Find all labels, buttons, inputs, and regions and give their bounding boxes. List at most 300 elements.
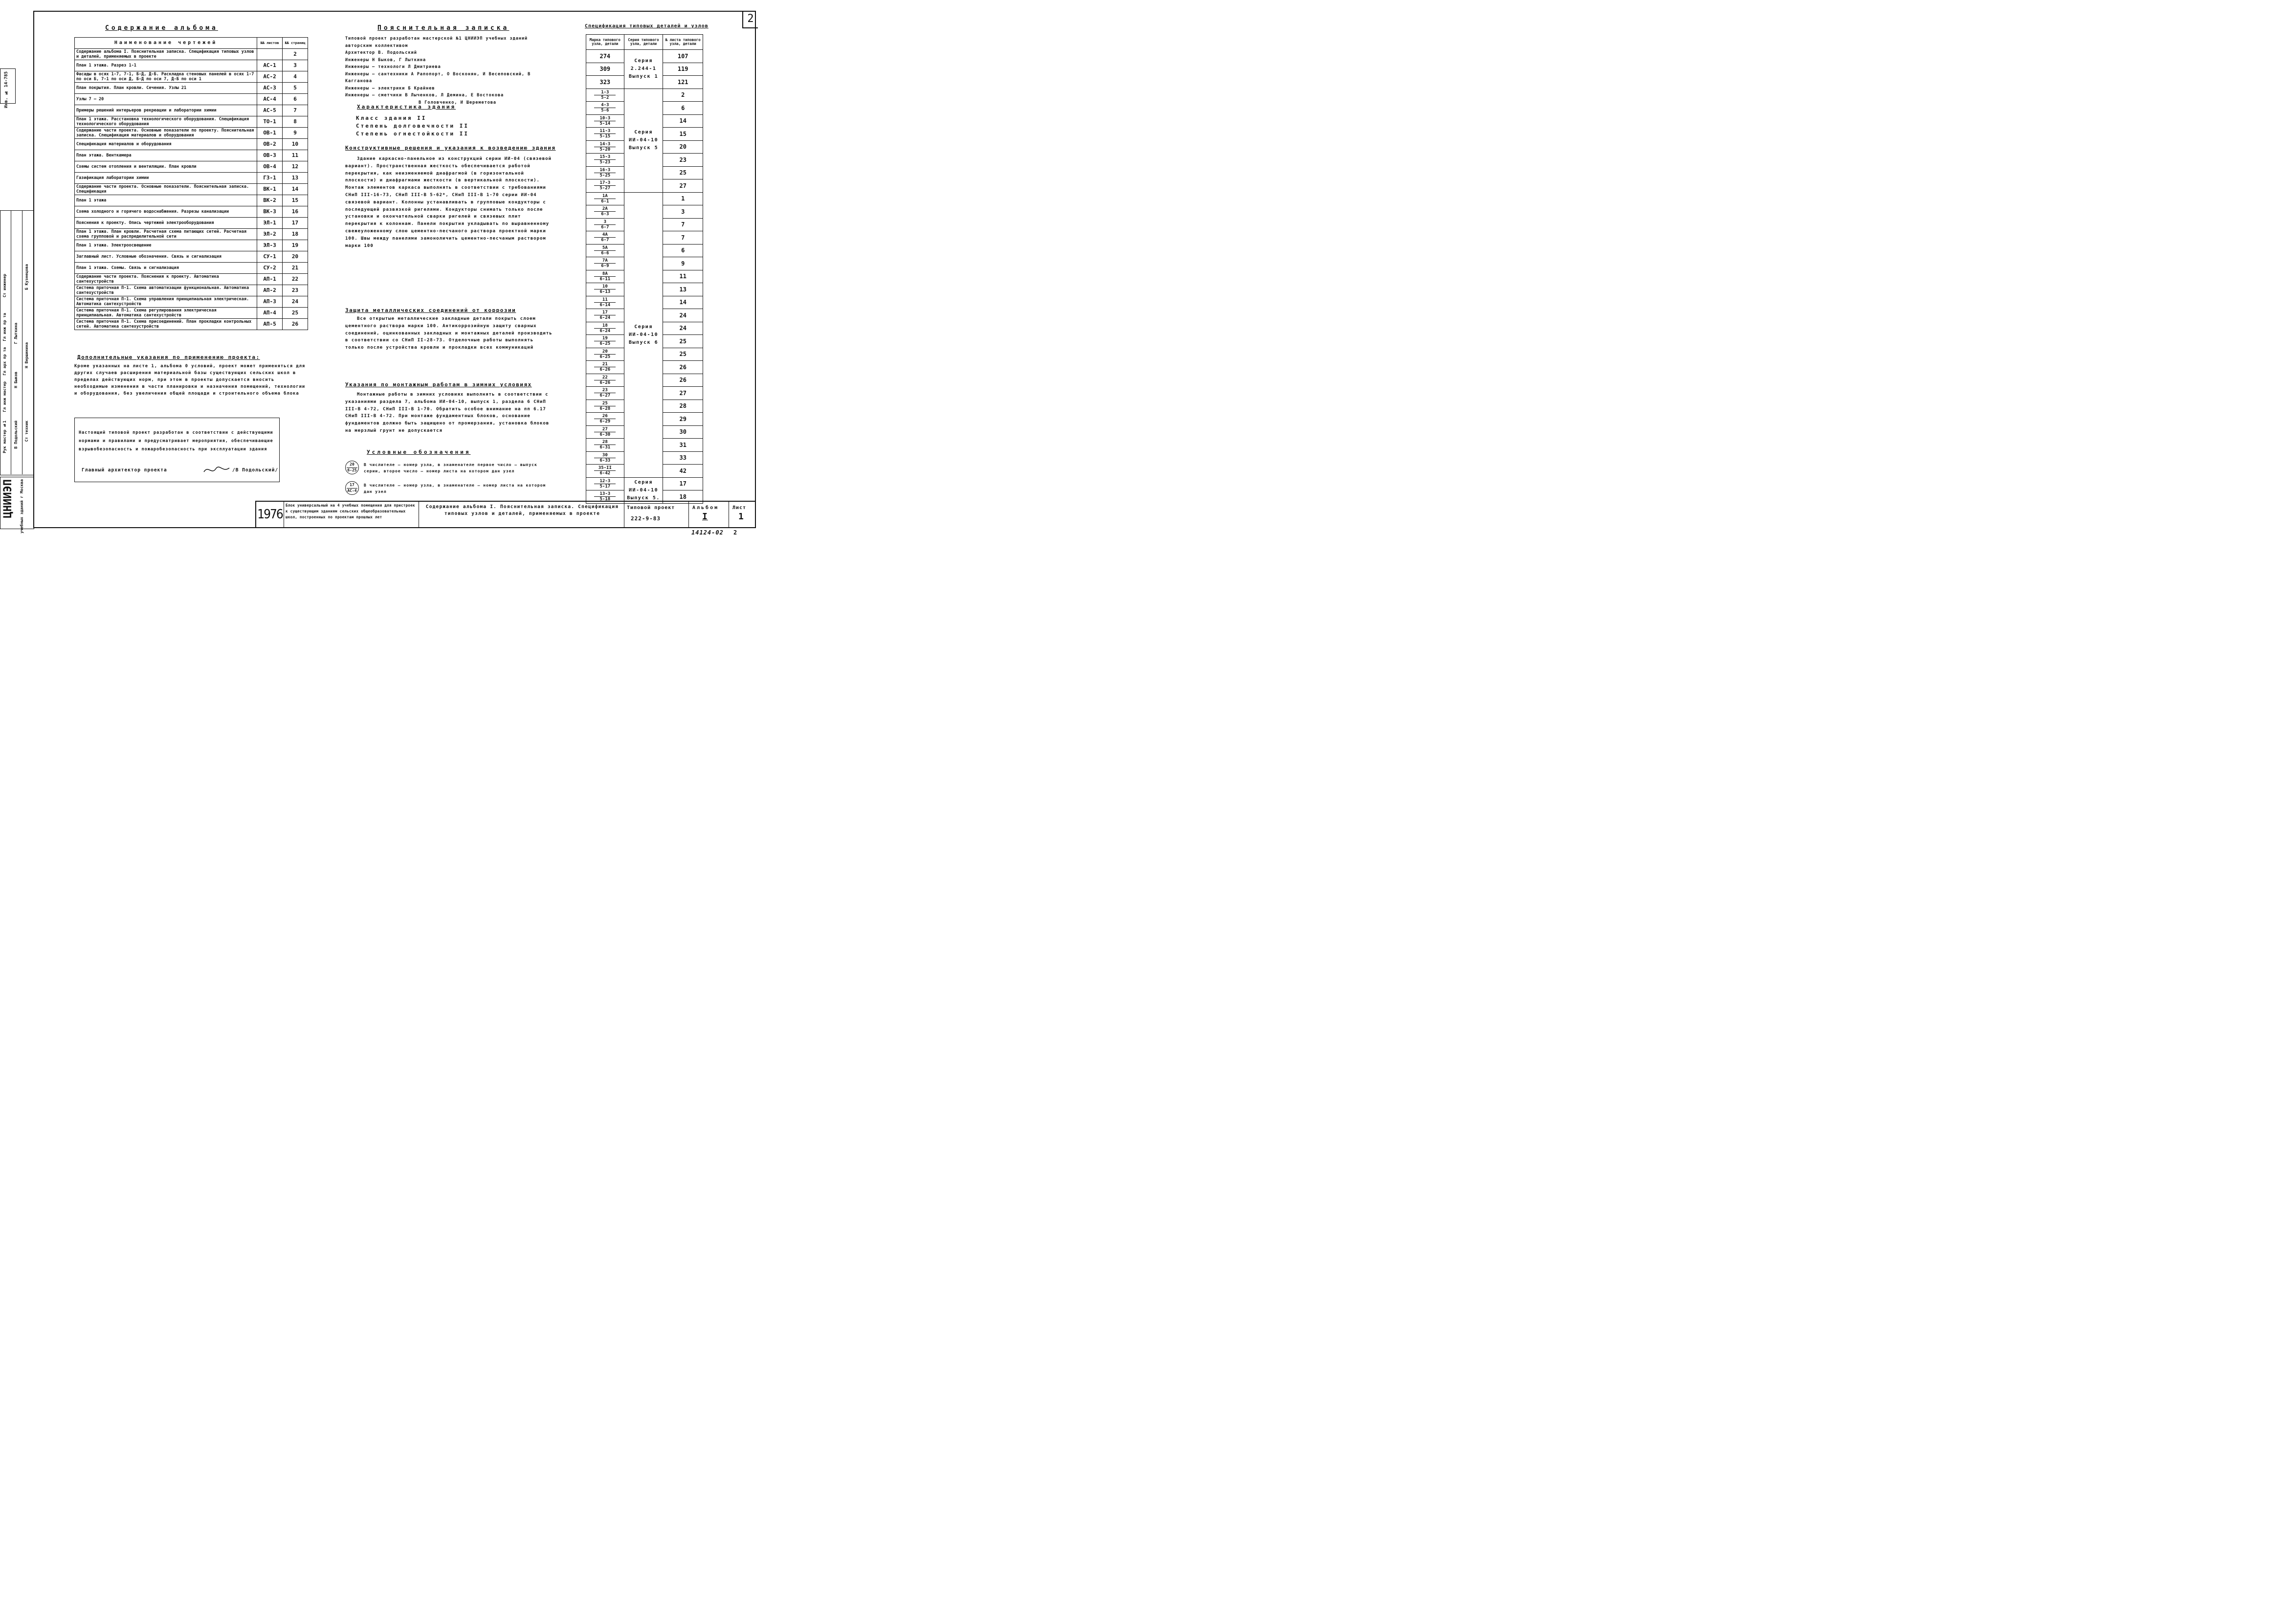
spec-cell-sheet: 30 (663, 425, 703, 439)
contents-cell-name: Фасады в осях 1-7, 7-1, Б-Д, Д-Б. Раскладка стеновых панелей в осях 1-7 по оси Б, 7-1 по оси Д, Б-Д по оси 7, Д-Б по оси 1 (75, 71, 257, 83)
section-title-winter: Указания по монтажным работам в зимних условиях (345, 381, 532, 388)
spec-cell-mark (586, 335, 624, 348)
stamp-name-1: В Подольский (14, 421, 18, 449)
spec-mark-fraction (594, 232, 616, 243)
spec-mark-node: 10-3 (594, 116, 616, 121)
left-stamp (0, 68, 33, 534)
spec-mark-sheet: 6-26 (599, 367, 611, 373)
spec-mark-sheet: 6-9 (601, 264, 609, 269)
spec-mark-node: 4-3 (594, 103, 616, 108)
spec-mark-node: 1-3 (594, 90, 616, 95)
contents-row (75, 139, 308, 150)
spec-cell-mark (586, 309, 624, 322)
contents-cell-name: План 1 этажа. Разрез 1-1 (75, 60, 257, 71)
spec-mark-node: 17-3 (594, 180, 616, 186)
spec-cell-series: Серия ИИ-04-10 Выпуск 5 (624, 89, 663, 192)
spec-mark-sheet: 6-3 (601, 212, 609, 217)
title-year: 1976 (256, 502, 284, 527)
spec-mark-sheet: 6-25 (599, 354, 611, 359)
contents-cell-page: 19 (283, 240, 308, 251)
spec-mark-node: 4А (594, 232, 616, 238)
spec-mark-sheet: 5-18 (599, 497, 611, 502)
contents-row (75, 128, 308, 139)
spec-row (586, 50, 703, 63)
spec-mark-node: 10 (594, 284, 616, 289)
contents-cell-name: Содержание части проекта. Пояснения к проекту. Автоматика сантехустройств (75, 274, 257, 285)
spec-mark-fraction (594, 129, 616, 139)
contents-row (75, 94, 308, 105)
spec-row (586, 89, 703, 102)
spec-table (586, 34, 703, 504)
contents-row (75, 285, 308, 296)
contents-cell-page: 23 (283, 285, 308, 296)
contents-row (75, 105, 308, 116)
spec-mark-fraction (594, 336, 616, 346)
contents-cell-name: Схема холодного и горячего водоснабжения. Разрезы канализации (75, 206, 257, 218)
contents-row (75, 116, 308, 128)
spec-cell-sheet: 11 (663, 270, 703, 283)
contents-cell-page: 11 (283, 150, 308, 161)
contents-cell-sheet: СУ-2 (257, 263, 283, 274)
spec-cell-sheet: 14 (663, 114, 703, 128)
contents-cell-name: Система приточная П-1. Схема автоматизации функциональная. Автоматика сантехустройств (75, 285, 257, 296)
spec-mark-sheet: 6-26 (599, 380, 611, 385)
spec-mark-node: 28 (594, 440, 616, 445)
spec-mark-node: 1А (594, 194, 616, 199)
contents-cell-sheet: ВК-3 (257, 206, 283, 218)
spec-cell-series: Серия ИИ-04-10 Выпуск 6 (624, 192, 663, 477)
contents-cell-page: 9 (283, 128, 308, 139)
spec-header-sheet: № листа типового узла, детали (663, 35, 703, 50)
spec-cell-sheet: 42 (663, 465, 703, 478)
spec-mark-sheet: 6-14 (599, 302, 611, 308)
contents-cell-name: Содержание части проекта. Основные показатели по проекту. Пояснительная записка. Спецификация материалов и оборудования (75, 128, 257, 139)
additional-title: Дополнительные указания по применению проекта: (77, 354, 260, 360)
contents-cell-page: 18 (283, 229, 308, 240)
contents-cell-sheet: АП-5 (257, 319, 283, 330)
contents-cell-sheet: ОВ-2 (257, 139, 283, 150)
contents-cell-sheet: ОВ-1 (257, 128, 283, 139)
stamp-dept-2: Н Вершинина (24, 342, 29, 368)
contents-cell-page: 6 (283, 94, 308, 105)
contents-cell-sheet: АС-5 (257, 105, 283, 116)
spec-cell-mark (586, 218, 624, 231)
organization-subtitle: учебных зданий г Москва (20, 479, 24, 534)
contents-cell-page: 13 (283, 173, 308, 184)
spec-cell-mark: 309 (586, 63, 624, 76)
contents-row (75, 49, 308, 60)
additional-text: Кроме указанных на листе 1, альбома 0 условий, проект может применяться для других случаев расширения материальной базы существующих сельских школ в пределах действующих норм, при этом в проекты допускается вносить необходимые изменения в части планировки и назначения помещений, технологии и оборудования, без увеличения общей площади и строительного объема блока (74, 364, 306, 396)
spec-cell-sheet: 24 (663, 322, 703, 335)
spec-cell-mark (586, 89, 624, 102)
legend-text-1: В числителе — номер узла, в знаменателе первое число — выпуск серии, второе число — номер листа на котором дан узел (364, 463, 537, 473)
spec-mark-sheet: 5-25 (599, 173, 611, 178)
contents-cell-name: План 1 этажа. Расстановка технологического оборудования. Спецификация технологического оборудования (75, 116, 257, 128)
spec-cell-mark: 323 (586, 76, 624, 89)
stamp-role-3: Гл арх пр та (2, 347, 7, 376)
spec-mark-fraction (594, 284, 616, 294)
signature-mark (203, 464, 230, 476)
spec-cell-sheet: 7 (663, 218, 703, 231)
spec-mark-fraction (594, 168, 616, 178)
spec-cell-sheet: 20 (663, 140, 703, 154)
spec-mark-node: 20 (594, 349, 616, 355)
spec-header-series: Серия типового узла, детали (624, 35, 663, 50)
contents-row (75, 251, 308, 263)
characteristic-item: Степень огнестойкости II (356, 131, 469, 137)
contents-cell-sheet: АС-4 (257, 94, 283, 105)
spec-mark-fraction (594, 155, 616, 165)
note-line: В Головченко, И Шереметова (419, 100, 497, 105)
legend-symbol-2-top: 17 (350, 483, 354, 487)
section-title-structures: Конструктивные решения и указания к возведению здания (345, 145, 556, 151)
contents-cell-name: Система приточная П-1. Схема присоединений. План прокладки контрольных сетей. Автоматика сантехустройств (75, 319, 257, 330)
spec-cell-sheet: 7 (663, 231, 703, 245)
spec-cell-mark (586, 361, 624, 374)
title-album-value: I (702, 512, 708, 522)
contents-row (75, 173, 308, 184)
spec-cell-sheet: 2 (663, 89, 703, 102)
spec-cell-sheet: 6 (663, 244, 703, 257)
spec-cell-series: Серия ИИ-04-10 Выпуск 5. (624, 477, 663, 503)
spec-cell-mark: 274 (586, 50, 624, 63)
contents-cell-sheet (257, 49, 283, 60)
title-project-desc: Блок универсальный на 4 учебных помещения для пристроек к существующим зданиям сельских общеобразовательных школ, построенных по проектам прошлых лет (286, 503, 415, 519)
spec-cell-sheet: 29 (663, 413, 703, 426)
note-line: Инженеры — технологи Л Дмитриева (345, 65, 441, 69)
spec-cell-sheet: 6 (663, 102, 703, 115)
spec-mark-sheet: 6-25 (599, 341, 611, 347)
spec-mark-fraction (594, 310, 616, 320)
spec-cell-sheet: 26 (663, 374, 703, 387)
spec-mark-node: 22 (594, 375, 616, 380)
title-album-label: Альбом (692, 505, 719, 511)
spec-mark-node: 7А (594, 258, 616, 264)
spec-cell-sheet: 14 (663, 296, 703, 309)
contents-row (75, 308, 308, 319)
spec-mark-sheet: 6-42 (599, 471, 611, 476)
spec-cell-mark (586, 283, 624, 296)
spec-mark-sheet: 6-13 (599, 289, 611, 295)
certification-signer-label: Главный архитектор проекта (82, 467, 167, 473)
contents-cell-sheet: АС-2 (257, 71, 283, 83)
spec-mark-sheet: 6-24 (599, 315, 611, 321)
spec-mark-node: 11 (594, 297, 616, 303)
inventory-number: Инв. № 14-785 (4, 71, 9, 109)
contents-cell-page: 20 (283, 251, 308, 263)
spec-mark-node: 25 (594, 401, 616, 406)
spec-cell-mark (586, 244, 624, 257)
spec-mark-sheet: 6-1 (601, 199, 609, 204)
spec-header-mark: Марка типового узла, детали (586, 35, 624, 50)
spec-mark-node: 13-3 (594, 491, 616, 497)
contents-cell-page: 24 (283, 296, 308, 308)
spec-cell-sheet: 25 (663, 166, 703, 179)
spec-mark-fraction (594, 271, 616, 282)
spec-mark-sheet: 6-11 (599, 276, 611, 282)
stamp-dept-3: Б Кузнецова (24, 264, 29, 290)
contents-cell-name: Спецификация материалов и оборудования (75, 139, 257, 150)
contents-cell-name: Система приточная П-1. Схема регулирования электрическая принципиальная. Автоматика сантехустройств (75, 308, 257, 319)
legend-symbol-1 (345, 461, 359, 474)
spec-mark-node: 14-3 (594, 142, 616, 147)
legend-symbol-2-bottom: АС-4 (347, 489, 357, 493)
contents-cell-name: План покрытия. План кровли. Сечения. Узлы 21 (75, 83, 257, 94)
stamp-role-5: Ст инженер (2, 274, 7, 298)
archive-number: 14124-02 (691, 529, 724, 536)
spec-mark-fraction (594, 220, 616, 230)
contents-cell-page: 22 (283, 274, 308, 285)
note-line: Типовой проект разработан мастерской №1 ЦНИИЭП учебных зданий (345, 36, 528, 41)
spec-cell-mark (586, 205, 624, 219)
spec-mark-fraction (594, 453, 616, 463)
spec-mark-node: 35-II (594, 466, 616, 471)
contents-cell-page: 12 (283, 161, 308, 173)
contents-cell-sheet: ОВ-4 (257, 161, 283, 173)
spec-cell-mark (586, 425, 624, 439)
spec-mark-sheet: 6-31 (599, 445, 611, 450)
title-block (255, 501, 756, 528)
spec-cell-mark (586, 102, 624, 115)
contents-cell-page: 15 (283, 195, 308, 206)
spec-cell-sheet: 119 (663, 63, 703, 76)
certification-text: Настоящий типовой проект разработан в соответствии с действующими нормами и правилами и предусматривает мероприятия, обеспечивающие взрывобезопасность и пожаробезопасность при эксплуатации здания (79, 430, 273, 452)
stamp-name-2: Н Быков (14, 372, 18, 388)
contents-cell-sheet: ЭЛ-2 (257, 229, 283, 240)
legend-text-2: В числителе — номер узла, в знаменателе — номер листа на котором дан узел (364, 483, 546, 494)
spec-cell-mark (586, 128, 624, 141)
note-line: Инженеры — сантехники А Рапопорт, О Восконян, И Весеповский, В Кагганова (345, 71, 531, 84)
spec-mark-fraction (594, 375, 616, 385)
spec-mark-fraction (594, 180, 616, 191)
spec-cell-series: Серия 2.244-1 Выпуск 1 (624, 50, 663, 89)
contents-cell-sheet: ЭЛ-1 (257, 218, 283, 229)
spec-mark-fraction (594, 401, 616, 411)
characteristic-item: Степень долговечности II (356, 123, 469, 129)
spec-mark-sheet: 6-24 (599, 328, 611, 334)
section-text-structures: Здание каркасно-панельное из конструкций серии ИИ-04 (связевой вариант). Пространственная жесткость обеспечивается работой перекрытия, как неизменяемой диафрагмой (в горизонтальной плоскости) и диафрагмами жесткости (в вертикальной плоскости). Монтаж элементов каркаса выполнять в соответствии с требованиями СНиП III-16-73, СНиП III-В 5-62*, СНиП III-В 1-70 серии ИИ-04 связевой вариант. Колонны устанавливать в групповые кондукторы с последующей развязкой ригелями. Кондукторы снимать только после установки и окончательной сварки ригелей и связевых плит перекрытия к колоннам. Панели покрытия укладывать по выравненному свежеуложенному слою цементно-песчаного раствора проектной марки 100. Швы между панелями замоноличить цементно-песчаным раствором марки 100 (345, 156, 552, 248)
contents-cell-sheet: АП-1 (257, 274, 283, 285)
spec-cell-sheet: 33 (663, 451, 703, 465)
spec-cell-sheet: 13 (663, 283, 703, 296)
spec-mark-node: 23 (594, 388, 616, 393)
stamp-role-2: Гл инж мастер (2, 381, 7, 412)
contents-row (75, 229, 308, 240)
note-line: Инженеры — электрики Б Крайнев (345, 86, 435, 91)
characteristics-list (356, 114, 469, 138)
spec-mark-node: 18 (594, 323, 616, 329)
spec-cell-mark (586, 322, 624, 335)
contents-cell-name: Пояснения к проекту. Опись чертежей электрооборудования (75, 218, 257, 229)
spec-cell-mark (586, 296, 624, 309)
legend-title: Условные обозначения (367, 449, 471, 455)
contents-row (75, 184, 308, 195)
spec-mark-fraction (594, 427, 616, 437)
spec-mark-sheet: 6-28 (599, 406, 611, 411)
spec-cell-mark (586, 374, 624, 387)
spec-cell-sheet: 31 (663, 439, 703, 452)
spec-mark-sheet: 6-6 (601, 250, 609, 256)
contents-cell-sheet: АП-4 (257, 308, 283, 319)
contents-header-pages: №№ страниц (283, 38, 308, 49)
contents-cell-name: Содержание части проекта. Основные показатели. Пояснительная записка. Спецификация (75, 184, 257, 195)
note-line: авторским коллективом (345, 43, 408, 48)
spec-cell-sheet: 3 (663, 205, 703, 219)
spec-row (586, 192, 703, 205)
contents-cell-page: 4 (283, 71, 308, 83)
contents-cell-page: 3 (283, 60, 308, 71)
note-title: Пояснительная записка (377, 24, 509, 32)
contents-cell-sheet: ВК-1 (257, 184, 283, 195)
contents-cell-name: План 1 этажа. Электроосвещение (75, 240, 257, 251)
contents-cell-sheet: СУ-1 (257, 251, 283, 263)
spec-cell-sheet: 23 (663, 154, 703, 167)
certification-signer-name: /В Подольский/ (232, 467, 279, 473)
contents-cell-name: План этажа. Венткамера (75, 150, 257, 161)
title-type-value: 222-9-83 (631, 515, 661, 522)
spec-mark-fraction (594, 323, 616, 334)
stamp-dept-1: Ст техник (24, 421, 29, 442)
contents-cell-page: 26 (283, 319, 308, 330)
contents-cell-name: Система приточная П-1. Схема управления принципиальная электрическая. Автоматика сантехустройств (75, 296, 257, 308)
spec-mark-fraction (594, 258, 616, 268)
contents-title: Содержание альбома (105, 24, 218, 32)
spec-mark-node: 2А (594, 206, 616, 212)
contents-cell-page: 25 (283, 308, 308, 319)
spec-cell-sheet: 27 (663, 387, 703, 400)
contents-row (75, 83, 308, 94)
spec-cell-mark (586, 257, 624, 270)
spec-mark-node: 12-3 (594, 479, 616, 484)
contents-cell-page: 8 (283, 116, 308, 128)
contents-row (75, 319, 308, 330)
spec-mark-sheet: 6-7 (601, 238, 609, 243)
title-sheet-title: Содержание альбома I. Пояснительная записка. Спецификация типовых узлов и деталей, применяемых в проекте (425, 504, 619, 516)
contents-cell-name: Примеры решений интерьеров рекреации и лаборатории химии (75, 105, 257, 116)
contents-cell-page: 7 (283, 105, 308, 116)
note-authors (345, 35, 560, 106)
contents-cell-sheet: ГЗ-1 (257, 173, 283, 184)
spec-mark-sheet: 6-33 (599, 458, 611, 463)
contents-row (75, 206, 308, 218)
spec-cell-mark (586, 231, 624, 245)
spec-mark-node: 19 (594, 336, 616, 341)
contents-cell-page: 14 (283, 184, 308, 195)
organization-name: ЦНИИЭП (2, 479, 14, 518)
spec-mark-fraction (594, 206, 616, 217)
contents-cell-sheet: АС-1 (257, 60, 283, 71)
spec-mark-sheet: 6-29 (599, 419, 611, 424)
spec-mark-node: 26 (594, 414, 616, 419)
contents-row (75, 240, 308, 251)
contents-header-name: Наименование чертежей (75, 38, 257, 49)
contents-cell-name: План 1 этажа (75, 195, 257, 206)
contents-cell-name: Газификация лаборатории химии (75, 173, 257, 184)
spec-cell-sheet: 9 (663, 257, 703, 270)
contents-cell-sheet: АС-3 (257, 83, 283, 94)
stamp-role-1: Рук мастер №1 (2, 421, 7, 453)
spec-title: Спецификация типовых деталей и узлов (585, 23, 709, 29)
spec-mark-sheet: 6-27 (599, 393, 611, 399)
spec-mark-node: 3 (594, 220, 616, 225)
characteristics-title: Характеристика здания (357, 104, 456, 110)
section-text-winter: Монтажные работы в зимних условиях выполнять в соответствии с указаниями раздела 7, альбома ИИ-04-10, выпуск 1, раздела 6 СНиП III-В 4-72, СНиП III-В 1-70. Обратить особое внимание на пп 6.17 СНиП III-В 4-72. При монтаже фундаментных блоков, основание фундаментов должно быть защищено от промерзания, установка блоков на мерзлый грунт не допускается (345, 392, 550, 433)
contents-cell-page: 10 (283, 139, 308, 150)
spec-cell-sheet: 15 (663, 128, 703, 141)
characteristic-item: Класс здания II (356, 115, 427, 121)
contents-row (75, 60, 308, 71)
contents-row (75, 218, 308, 229)
spec-mark-fraction (594, 440, 616, 450)
spec-mark-fraction (594, 142, 616, 152)
spec-cell-mark (586, 140, 624, 154)
spec-cell-mark (586, 154, 624, 167)
spec-cell-mark (586, 439, 624, 452)
contents-row (75, 71, 308, 83)
contents-cell-sheet: ТО-1 (257, 116, 283, 128)
contents-row (75, 150, 308, 161)
spec-cell-mark (586, 192, 624, 205)
spec-mark-fraction (594, 194, 616, 204)
contents-cell-sheet: ОВ-3 (257, 150, 283, 161)
sheet-number: 2 (742, 11, 758, 28)
contents-cell-page: 2 (283, 49, 308, 60)
contents-row (75, 274, 308, 285)
spec-cell-sheet: 28 (663, 400, 703, 413)
spec-cell-mark (586, 477, 624, 490)
spec-cell-mark (586, 451, 624, 465)
spec-cell-mark (586, 387, 624, 400)
spec-cell-sheet: 17 (663, 477, 703, 490)
spec-cell-mark (586, 413, 624, 426)
legend-symbol-1-bottom: 6-25 (347, 468, 357, 472)
spec-mark-fraction (594, 388, 616, 398)
spec-mark-fraction (594, 349, 616, 359)
spec-mark-sheet: 5-23 (599, 160, 611, 165)
note-line: Архитектор В. Подольский (345, 50, 417, 55)
note-line: Инженеры Н Быков, Г Лыткина (345, 57, 426, 63)
contents-cell-sheet: АП-3 (257, 296, 283, 308)
legend-symbol-2 (345, 481, 359, 495)
spec-cell-mark (586, 400, 624, 413)
contents-cell-name: Узлы 7 — 20 (75, 94, 257, 105)
contents-cell-sheet: АП-2 (257, 285, 283, 296)
spec-mark-node: 17 (594, 310, 616, 315)
contents-row (75, 263, 308, 274)
spec-mark-node: 30 (594, 453, 616, 458)
spec-mark-node: 21 (594, 362, 616, 367)
title-sheet-label: Лист (732, 505, 747, 511)
spec-mark-sheet: 5-20 (599, 147, 611, 152)
spec-mark-sheet: 5-27 (599, 186, 611, 191)
contents-cell-sheet: ВК-2 (257, 195, 283, 206)
contents-row (75, 195, 308, 206)
spec-mark-fraction (594, 90, 616, 100)
title-sheet-value: 1 (738, 512, 744, 522)
contents-cell-page: 21 (283, 263, 308, 274)
spec-cell-sheet: 24 (663, 309, 703, 322)
spec-mark-fraction (594, 466, 616, 476)
certification-box (74, 418, 280, 482)
spec-cell-mark (586, 270, 624, 283)
contents-row (75, 161, 308, 173)
contents-header-sheets: №№ листов (257, 38, 283, 49)
spec-mark-fraction (594, 362, 616, 372)
spec-cell-sheet: 27 (663, 179, 703, 193)
legend-symbol-1-top: 20 (350, 462, 354, 467)
spec-cell-sheet: 1 (663, 192, 703, 205)
spec-cell-mark (586, 179, 624, 193)
